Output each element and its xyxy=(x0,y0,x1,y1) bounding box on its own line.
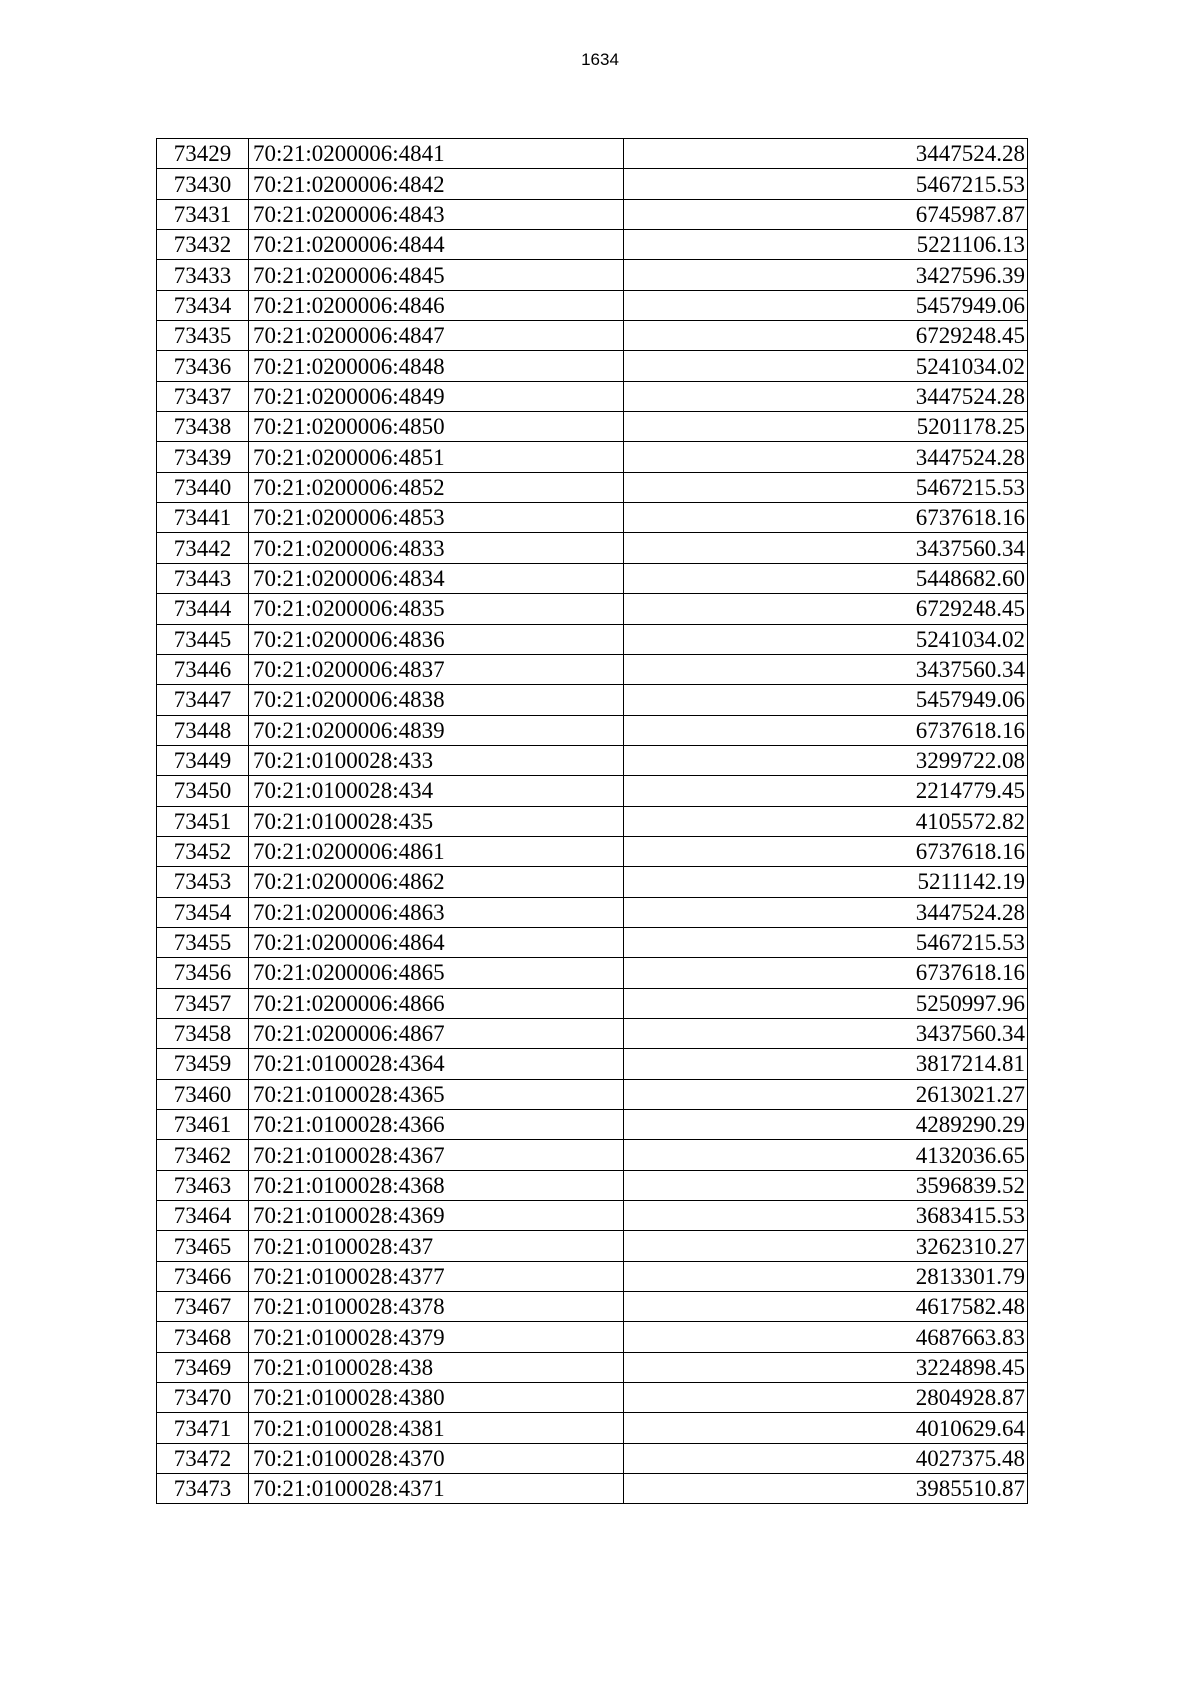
row-number-cell: 73444 xyxy=(157,594,249,624)
cadastral-number-cell: 70:21:0100028:4379 xyxy=(249,1322,624,1352)
cadastral-number-cell: 70:21:0200006:4841 xyxy=(249,139,624,169)
row-number-cell: 73432 xyxy=(157,230,249,260)
row-number-cell: 73449 xyxy=(157,745,249,775)
value-cell: 5221106.13 xyxy=(624,230,1028,260)
table-row xyxy=(157,472,1028,502)
table-row xyxy=(157,1079,1028,1109)
row-number-cell: 73433 xyxy=(157,260,249,290)
value-cell: 5467215.53 xyxy=(624,927,1028,957)
row-number-cell: 73437 xyxy=(157,381,249,411)
cadastral-number-cell: 70:21:0200006:4850 xyxy=(249,412,624,442)
row-number-cell: 73473 xyxy=(157,1474,249,1504)
table-row xyxy=(157,715,1028,745)
cadastral-number-cell: 70:21:0200006:4844 xyxy=(249,230,624,260)
cadastral-number-cell: 70:21:0100028:435 xyxy=(249,806,624,836)
table-row xyxy=(157,1322,1028,1352)
cadastral-number-cell: 70:21:0200006:4863 xyxy=(249,897,624,927)
cadastral-number-cell: 70:21:0200006:4853 xyxy=(249,503,624,533)
value-cell: 5467215.53 xyxy=(624,169,1028,199)
value-cell: 5241034.02 xyxy=(624,624,1028,654)
value-cell: 5250997.96 xyxy=(624,988,1028,1018)
registry-table-body xyxy=(157,139,1028,1504)
cadastral-number-cell: 70:21:0100028:4381 xyxy=(249,1413,624,1443)
row-number-cell: 73457 xyxy=(157,988,249,1018)
cadastral-number-cell: 70:21:0100028:4364 xyxy=(249,1049,624,1079)
value-cell: 5211142.19 xyxy=(624,867,1028,897)
row-number-cell: 73468 xyxy=(157,1322,249,1352)
row-number-cell: 73464 xyxy=(157,1201,249,1231)
row-number-cell: 73431 xyxy=(157,199,249,229)
row-number-cell: 73470 xyxy=(157,1383,249,1413)
value-cell: 4027375.48 xyxy=(624,1443,1028,1473)
row-number-cell: 73442 xyxy=(157,533,249,563)
cadastral-number-cell: 70:21:0100028:437 xyxy=(249,1231,624,1261)
table-row xyxy=(157,260,1028,290)
row-number-cell: 73441 xyxy=(157,503,249,533)
cadastral-number-cell: 70:21:0100028:4370 xyxy=(249,1443,624,1473)
table-row xyxy=(157,624,1028,654)
value-cell: 3437560.34 xyxy=(624,654,1028,684)
cadastral-number-cell: 70:21:0200006:4847 xyxy=(249,321,624,351)
cadastral-number-cell: 70:21:0200006:4865 xyxy=(249,958,624,988)
table-row xyxy=(157,1352,1028,1382)
row-number-cell: 73445 xyxy=(157,624,249,654)
row-number-cell: 73467 xyxy=(157,1292,249,1322)
cadastral-number-cell: 70:21:0200006:4833 xyxy=(249,533,624,563)
value-cell: 4289290.29 xyxy=(624,1110,1028,1140)
cadastral-number-cell: 70:21:0200006:4851 xyxy=(249,442,624,472)
cadastral-number-cell: 70:21:0200006:4848 xyxy=(249,351,624,381)
table-row xyxy=(157,290,1028,320)
cadastral-number-cell: 70:21:0200006:4852 xyxy=(249,472,624,502)
value-cell: 3427596.39 xyxy=(624,260,1028,290)
row-number-cell: 73454 xyxy=(157,897,249,927)
table-row xyxy=(157,199,1028,229)
table-row xyxy=(157,533,1028,563)
table-row xyxy=(157,412,1028,442)
table-row xyxy=(157,1231,1028,1261)
table-row xyxy=(157,654,1028,684)
cadastral-number-cell: 70:21:0100028:4369 xyxy=(249,1201,624,1231)
row-number-cell: 73469 xyxy=(157,1352,249,1382)
row-number-cell: 73471 xyxy=(157,1413,249,1443)
cadastral-number-cell: 70:21:0200006:4861 xyxy=(249,836,624,866)
cadastral-number-cell: 70:21:0100028:434 xyxy=(249,776,624,806)
row-number-cell: 73436 xyxy=(157,351,249,381)
row-number-cell: 73450 xyxy=(157,776,249,806)
table-row xyxy=(157,1140,1028,1170)
table-row xyxy=(157,563,1028,593)
value-cell: 5241034.02 xyxy=(624,351,1028,381)
cadastral-number-cell: 70:21:0100028:4378 xyxy=(249,1292,624,1322)
table-row xyxy=(157,1049,1028,1079)
table-row xyxy=(157,594,1028,624)
table-row xyxy=(157,321,1028,351)
value-cell: 6729248.45 xyxy=(624,594,1028,624)
row-number-cell: 73463 xyxy=(157,1170,249,1200)
cadastral-number-cell: 70:21:0200006:4849 xyxy=(249,381,624,411)
value-cell: 5467215.53 xyxy=(624,472,1028,502)
table-row xyxy=(157,381,1028,411)
row-number-cell: 73434 xyxy=(157,290,249,320)
row-number-cell: 73429 xyxy=(157,139,249,169)
row-number-cell: 73465 xyxy=(157,1231,249,1261)
row-number-cell: 73447 xyxy=(157,685,249,715)
table-row xyxy=(157,442,1028,472)
cadastral-number-cell: 70:21:0200006:4864 xyxy=(249,927,624,957)
cadastral-number-cell: 70:21:0100028:4367 xyxy=(249,1140,624,1170)
value-cell: 4687663.83 xyxy=(624,1322,1028,1352)
cadastral-number-cell: 70:21:0200006:4839 xyxy=(249,715,624,745)
value-cell: 6737618.16 xyxy=(624,958,1028,988)
value-cell: 6737618.16 xyxy=(624,503,1028,533)
cadastral-number-cell: 70:21:0200006:4834 xyxy=(249,563,624,593)
cadastral-number-cell: 70:21:0200006:4842 xyxy=(249,169,624,199)
table-row xyxy=(157,806,1028,836)
registry-table xyxy=(156,138,1028,1504)
table-row xyxy=(157,169,1028,199)
table-row xyxy=(157,1413,1028,1443)
row-number-cell: 73438 xyxy=(157,412,249,442)
cadastral-number-cell: 70:21:0200006:4866 xyxy=(249,988,624,1018)
row-number-cell: 73453 xyxy=(157,867,249,897)
table-row xyxy=(157,867,1028,897)
value-cell: 5457949.06 xyxy=(624,685,1028,715)
cadastral-number-cell: 70:21:0200006:4862 xyxy=(249,867,624,897)
row-number-cell: 73460 xyxy=(157,1079,249,1109)
row-number-cell: 73439 xyxy=(157,442,249,472)
table-row xyxy=(157,836,1028,866)
value-cell: 3683415.53 xyxy=(624,1201,1028,1231)
value-cell: 3447524.28 xyxy=(624,381,1028,411)
row-number-cell: 73435 xyxy=(157,321,249,351)
row-number-cell: 73456 xyxy=(157,958,249,988)
value-cell: 4105572.82 xyxy=(624,806,1028,836)
table-row xyxy=(157,776,1028,806)
table-row xyxy=(157,1292,1028,1322)
table-row xyxy=(157,1383,1028,1413)
value-cell: 3596839.52 xyxy=(624,1170,1028,1200)
row-number-cell: 73430 xyxy=(157,169,249,199)
value-cell: 4617582.48 xyxy=(624,1292,1028,1322)
value-cell: 6745987.87 xyxy=(624,199,1028,229)
value-cell: 5201178.25 xyxy=(624,412,1028,442)
value-cell: 2214779.45 xyxy=(624,776,1028,806)
table-row xyxy=(157,927,1028,957)
value-cell: 2613021.27 xyxy=(624,1079,1028,1109)
cadastral-number-cell: 70:21:0100028:438 xyxy=(249,1352,624,1382)
cadastral-number-cell: 70:21:0200006:4846 xyxy=(249,290,624,320)
table-row xyxy=(157,1474,1028,1504)
value-cell: 3817214.81 xyxy=(624,1049,1028,1079)
value-cell: 4010629.64 xyxy=(624,1413,1028,1443)
table-row xyxy=(157,503,1028,533)
table-row xyxy=(157,1261,1028,1291)
value-cell: 4132036.65 xyxy=(624,1140,1028,1170)
value-cell: 3985510.87 xyxy=(624,1474,1028,1504)
table-row xyxy=(157,897,1028,927)
value-cell: 3447524.28 xyxy=(624,139,1028,169)
table-row xyxy=(157,1201,1028,1231)
row-number-cell: 73455 xyxy=(157,927,249,957)
table-row xyxy=(157,958,1028,988)
value-cell: 3447524.28 xyxy=(624,897,1028,927)
value-cell: 3224898.45 xyxy=(624,1352,1028,1382)
row-number-cell: 73461 xyxy=(157,1110,249,1140)
cadastral-number-cell: 70:21:0200006:4867 xyxy=(249,1018,624,1048)
cadastral-number-cell: 70:21:0200006:4835 xyxy=(249,594,624,624)
table-row xyxy=(157,351,1028,381)
row-number-cell: 73459 xyxy=(157,1049,249,1079)
value-cell: 3447524.28 xyxy=(624,442,1028,472)
cadastral-number-cell: 70:21:0200006:4838 xyxy=(249,685,624,715)
row-number-cell: 73443 xyxy=(157,563,249,593)
cadastral-number-cell: 70:21:0100028:4377 xyxy=(249,1261,624,1291)
value-cell: 3437560.34 xyxy=(624,1018,1028,1048)
value-cell: 2804928.87 xyxy=(624,1383,1028,1413)
cadastral-number-cell: 70:21:0100028:4371 xyxy=(249,1474,624,1504)
cadastral-number-cell: 70:21:0100028:433 xyxy=(249,745,624,775)
cadastral-number-cell: 70:21:0200006:4837 xyxy=(249,654,624,684)
row-number-cell: 73458 xyxy=(157,1018,249,1048)
table-row xyxy=(157,745,1028,775)
table-row xyxy=(157,1170,1028,1200)
row-number-cell: 73462 xyxy=(157,1140,249,1170)
table-row xyxy=(157,1018,1028,1048)
cadastral-number-cell: 70:21:0200006:4843 xyxy=(249,199,624,229)
value-cell: 5448682.60 xyxy=(624,563,1028,593)
table-row xyxy=(157,139,1028,169)
row-number-cell: 73452 xyxy=(157,836,249,866)
value-cell: 5457949.06 xyxy=(624,290,1028,320)
table-row xyxy=(157,230,1028,260)
table-row xyxy=(157,988,1028,1018)
value-cell: 6737618.16 xyxy=(624,836,1028,866)
row-number-cell: 73466 xyxy=(157,1261,249,1291)
cadastral-number-cell: 70:21:0200006:4836 xyxy=(249,624,624,654)
value-cell: 2813301.79 xyxy=(624,1261,1028,1291)
row-number-cell: 73451 xyxy=(157,806,249,836)
cadastral-number-cell: 70:21:0100028:4368 xyxy=(249,1170,624,1200)
value-cell: 3262310.27 xyxy=(624,1231,1028,1261)
row-number-cell: 73440 xyxy=(157,472,249,502)
cadastral-number-cell: 70:21:0100028:4380 xyxy=(249,1383,624,1413)
row-number-cell: 73472 xyxy=(157,1443,249,1473)
row-number-cell: 73446 xyxy=(157,654,249,684)
value-cell: 3299722.08 xyxy=(624,745,1028,775)
table-row xyxy=(157,685,1028,715)
value-cell: 6737618.16 xyxy=(624,715,1028,745)
page-number: 1634 xyxy=(581,50,619,69)
row-number-cell: 73448 xyxy=(157,715,249,745)
value-cell: 3437560.34 xyxy=(624,533,1028,563)
cadastral-number-cell: 70:21:0100028:4366 xyxy=(249,1110,624,1140)
value-cell: 6729248.45 xyxy=(624,321,1028,351)
cadastral-number-cell: 70:21:0200006:4845 xyxy=(249,260,624,290)
table-row xyxy=(157,1110,1028,1140)
cadastral-number-cell: 70:21:0100028:4365 xyxy=(249,1079,624,1109)
table-row xyxy=(157,1443,1028,1473)
